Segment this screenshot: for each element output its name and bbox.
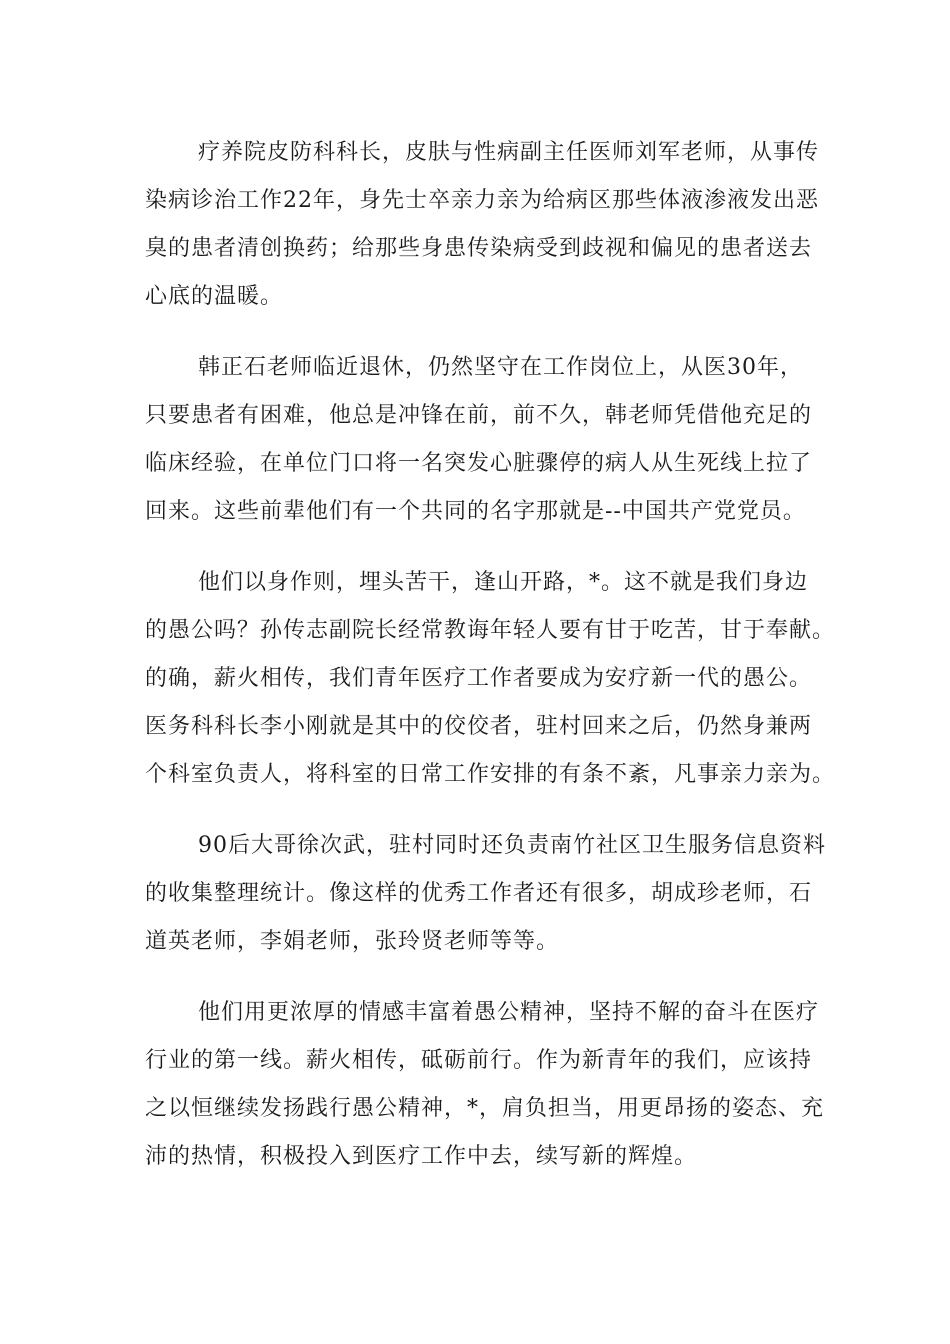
text-line: 道英老师，李娟老师，张玲贤老师等等。 [145, 929, 560, 954]
text-line: 只要患者有困难，他总是冲锋在前，前不久，韩老师凭借他充足的 [145, 403, 813, 428]
text-line: 90后大哥徐次武，驻村同时还负责南竹社区卫生服务信息资料 [198, 833, 826, 858]
text-line: 他们以身作则，埋头苦干，逢山开路，*。这不就是我们身边 [198, 570, 809, 595]
text-line: 染病诊治工作22年，身先士卒亲力亲为给病区那些体液渗液发出恶 [145, 188, 819, 213]
text-line: 的确，薪火相传，我们青年医疗工作者要成为安疗新一代的愚公。 [145, 666, 813, 691]
text-line: 回来。这些前辈他们有一个共同的名字那就是--中国共产党党员。 [145, 499, 806, 524]
text-line: 的收集整理统计。像这样的优秀工作者还有很多，胡成珍老师，石 [145, 881, 813, 906]
paragraph-4 [145, 822, 826, 966]
paragraph-2 [145, 344, 813, 536]
text-line: 韩正石老师临近退休，仍然坚守在工作岗位上，从医30年， [198, 355, 803, 380]
text-line: 他们用更浓厚的情感丰富着愚公精神，坚持不解的奋斗在医疗 [198, 1000, 820, 1025]
text-line: 臭的患者清创换药；给那些身患传染病受到歧视和偏见的患者送去 [145, 236, 813, 261]
text-line: 的愚公吗？孙传志副院长经常教诲年轻人要有甘于吃苦，甘于奉献。 [145, 618, 836, 643]
paragraph-3 [145, 559, 836, 799]
text-line: 之以恒继续发扬践行愚公精神，*，肩负担当，用更昂扬的姿态、充 [145, 1096, 825, 1121]
text-line: 临床经验，在单位门口将一名突发心脏骤停的病人从生死线上拉了 [145, 451, 813, 476]
text-line: 个科室负责人，将科室的日常工作安排的有条不紊，凡事亲力亲为。 [145, 762, 836, 787]
paragraph-5 [145, 989, 825, 1181]
document-body [145, 129, 836, 1204]
paragraph-1 [145, 129, 820, 321]
text-line: 沛的热情，积极投入到医疗工作中去，续写新的辉煌。 [145, 1144, 698, 1169]
text-line: 行业的第一线。薪火相传，砥砺前行。作为新青年的我们，应该持 [145, 1048, 813, 1073]
text-line: 疗养院皮防科科长，皮肤与性病副主任医师刘军老师，从事传 [198, 140, 820, 165]
text-line: 心底的温暖。 [145, 284, 284, 309]
text-line: 医务科科长李小刚就是其中的佼佼者，驻村回来之后，仍然身兼两 [145, 714, 813, 739]
